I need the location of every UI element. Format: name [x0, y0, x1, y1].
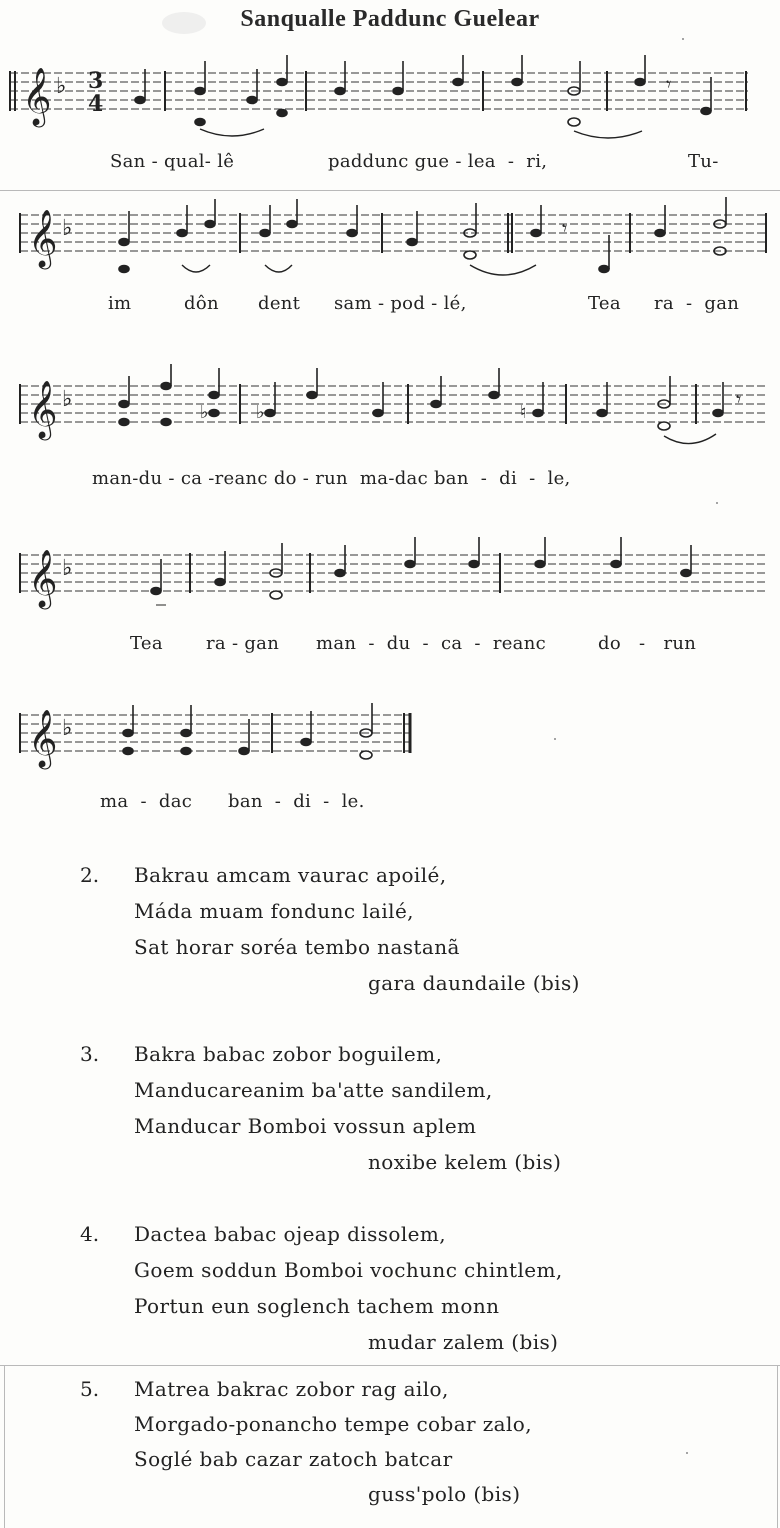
- scan-speck: [682, 38, 684, 40]
- svg-text:𝄾: 𝄾: [666, 72, 672, 96]
- lyric-syllables: ra - gan: [654, 293, 740, 314]
- staff-3: [0, 376, 780, 466]
- divider-line: [0, 1365, 780, 1366]
- verse-line: Bakra babac zobor boguilem,: [134, 1042, 443, 1066]
- lyric-syllables: ban - di - le.: [228, 791, 365, 812]
- verse-line: Máda muam fondunc lailé,: [134, 899, 414, 923]
- treble-clef-icon: 𝄞: [28, 549, 58, 607]
- lyric-syllables: paddunc gue - lea - ri,: [328, 151, 548, 172]
- treble-clef-icon: 𝄞: [28, 709, 58, 767]
- staff-2: [0, 205, 780, 295]
- verse-line: Sat horar soréa tembo nastanã: [134, 935, 460, 959]
- lyric-syllables: do - run: [598, 633, 697, 654]
- border-line: [4, 1365, 5, 1528]
- verse-line: Bakrau amcam vaurac apoilé,: [134, 863, 447, 887]
- verse-line: mudar zalem (bis): [368, 1330, 559, 1354]
- time-signature-bottom: 4: [88, 91, 104, 117]
- stanza-number: 2.: [80, 863, 100, 887]
- staff-4: [0, 545, 780, 635]
- flat-icon: ♭: [62, 716, 73, 741]
- lyric-syllables: dent: [258, 293, 301, 314]
- lyric-syllables: Tea: [588, 293, 621, 314]
- verse-line: gara daundaile (bis): [368, 971, 580, 995]
- svg-text:♭: ♭: [200, 402, 209, 423]
- song-title: Sanqualle Paddunc Guelear: [240, 6, 540, 32]
- verse-line: Soglé bab cazar zatoch batcar: [134, 1447, 453, 1471]
- lyric-syllables: ma - dac: [100, 791, 193, 812]
- verse-line: Portun eun soglench tachem monn: [134, 1294, 500, 1318]
- divider-line: [0, 190, 780, 191]
- time-signature-top: 3: [88, 68, 104, 94]
- verse-line: Manducareanim ba'atte sandilem,: [134, 1078, 493, 1102]
- lyric-syllables: Tu-: [688, 151, 719, 172]
- scan-speck: [686, 1452, 688, 1454]
- lyric-syllables: man - du - ca - reanc: [316, 633, 546, 654]
- stanza-number: 4.: [80, 1222, 100, 1246]
- lyric-syllables: man-du - ca -reanc do - run ma-dac ban - di - le,: [92, 468, 571, 489]
- stanza-number: 3.: [80, 1042, 100, 1066]
- stanza-number: 5.: [80, 1377, 100, 1401]
- treble-clef-icon: 𝄞: [28, 380, 58, 438]
- svg-text:♭: ♭: [256, 402, 265, 423]
- lyric-syllables: ra - gan: [206, 633, 280, 654]
- verse-line: noxibe kelem (bis): [368, 1150, 562, 1174]
- staff-5: [0, 705, 780, 785]
- verse-line: guss'polo (bis): [368, 1482, 521, 1506]
- verse-line: Morgado-ponancho tempe cobar zalo,: [134, 1412, 532, 1436]
- svg-text:𝄾: 𝄾: [736, 387, 742, 411]
- treble-clef-icon: 𝄞: [22, 67, 52, 125]
- treble-clef-icon: 𝄞: [28, 209, 58, 267]
- flat-icon: ♭: [56, 74, 67, 99]
- staff-1: [0, 55, 780, 145]
- verse-line: Goem soddun Bomboi vochunc chintlem,: [134, 1258, 563, 1282]
- lyric-syllables: sam - pod - lé,: [334, 293, 467, 314]
- flat-icon: ♭: [62, 216, 73, 241]
- lyric-syllables: San - qual- lê: [110, 151, 235, 172]
- svg-text:♮: ♮: [520, 402, 527, 423]
- verse-line: Manducar Bomboi vossun aplem: [134, 1114, 477, 1138]
- lyric-syllables: Tea: [130, 633, 163, 654]
- flat-icon: ♭: [62, 556, 73, 581]
- lyric-syllables: dôn: [184, 293, 219, 314]
- scan-speck: [716, 502, 718, 504]
- svg-text:𝄾: 𝄾: [562, 216, 568, 240]
- scan-speck: [554, 738, 556, 740]
- border-line: [777, 1365, 778, 1528]
- verse-line: Matrea bakrac zobor rag ailo,: [134, 1377, 449, 1401]
- lyric-syllables: im: [108, 293, 132, 314]
- verse-line: Dactea babac ojeap dissolem,: [134, 1222, 447, 1246]
- flat-icon: ♭: [62, 387, 73, 412]
